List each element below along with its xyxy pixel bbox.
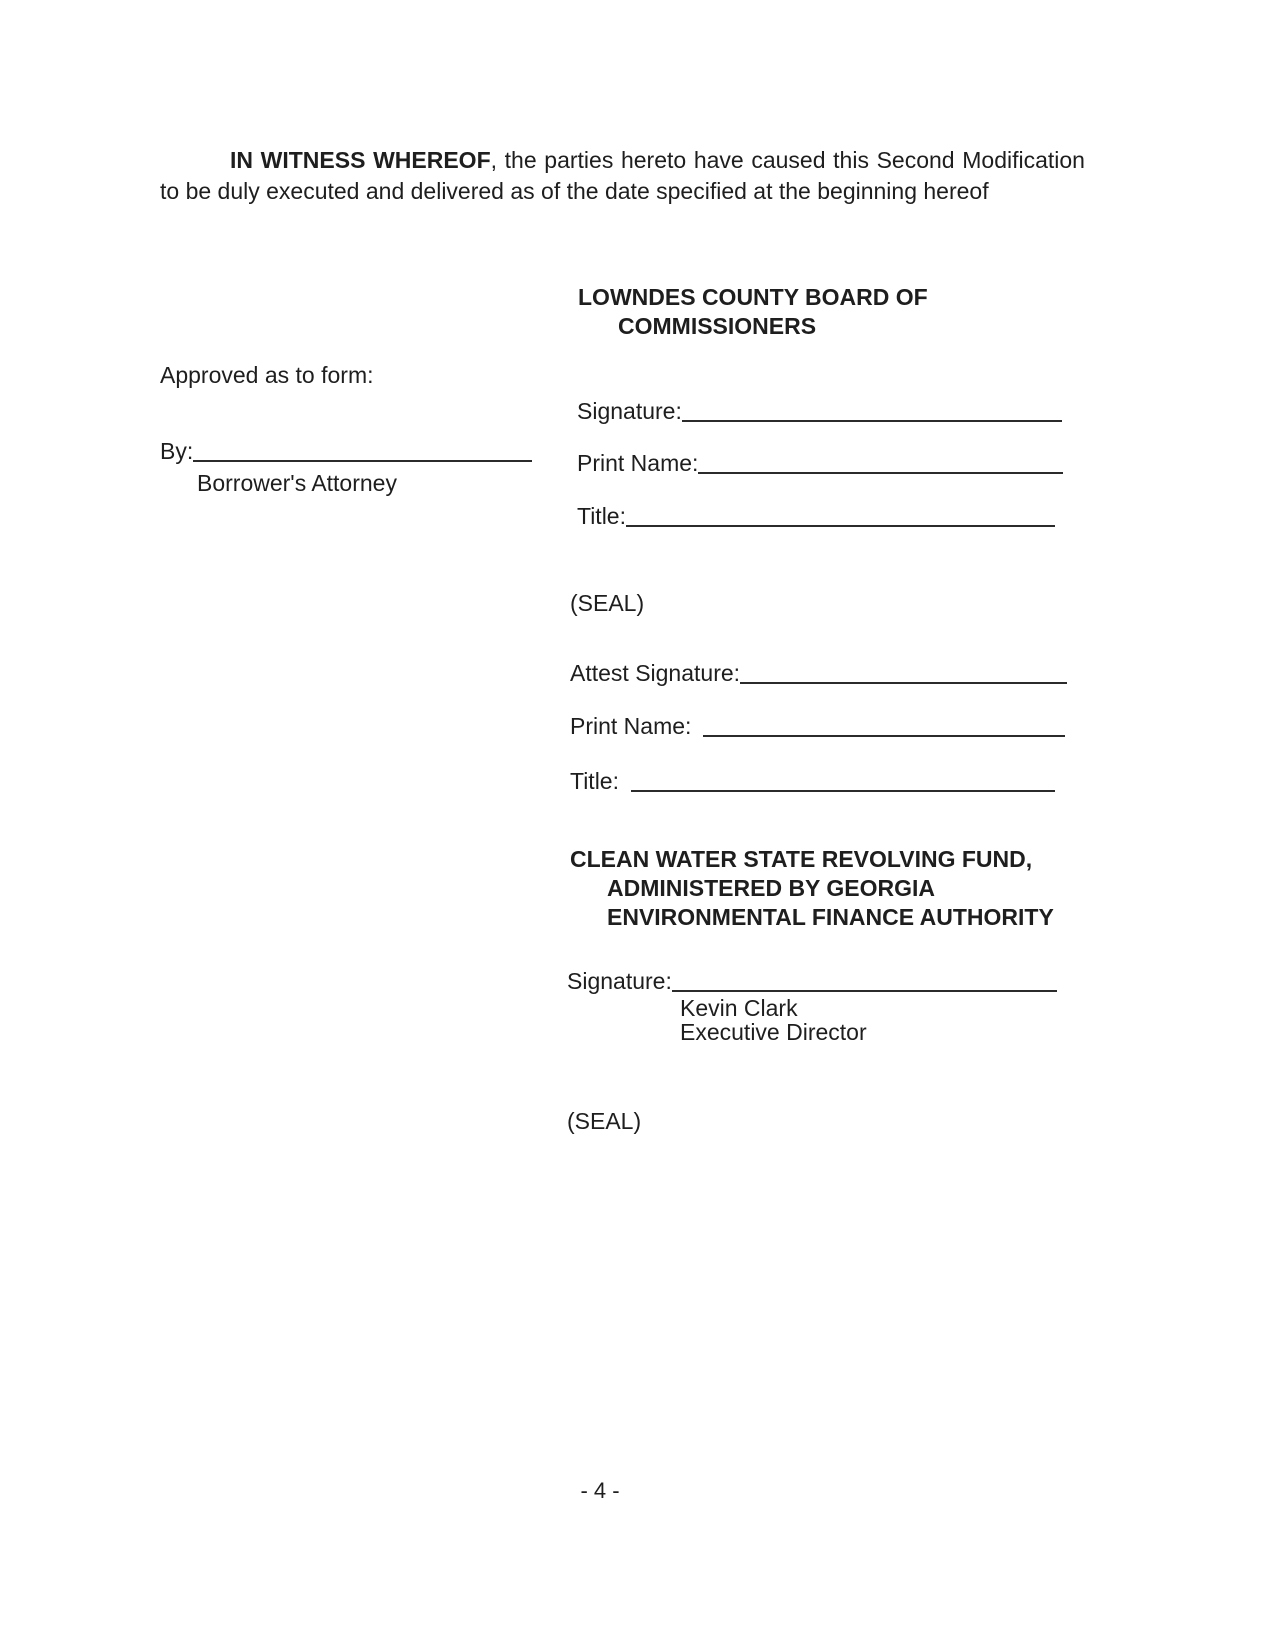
- signature-line: [682, 419, 1062, 422]
- approved-as-to-form-label: Approved as to form:: [160, 362, 374, 388]
- by-line: [193, 459, 532, 462]
- fund-heading-line3: ENVIRONMENTAL FINANCE AUTHORITY: [607, 904, 1054, 930]
- print-name-row: [577, 450, 1063, 477]
- gefa-signer-name: Kevin Clark: [680, 995, 798, 1021]
- attest-signature-line: [740, 681, 1067, 684]
- witness-paragraph-body: , the parties hereto have caused this Second Modification to be duly executed and delivered as of the date specified at the beginning hereof: [160, 147, 1085, 204]
- seal-text-gefa: (SEAL): [567, 1108, 642, 1134]
- by-row: [160, 438, 532, 465]
- board-heading-line2: COMMISSIONERS: [618, 313, 817, 339]
- page-number: - 4 -: [580, 1478, 620, 1503]
- board-heading: [578, 283, 928, 341]
- attest-signature-row: [570, 660, 1067, 687]
- print-name-line: [698, 471, 1063, 474]
- attest-title-row: [570, 768, 1055, 795]
- fund-heading: [570, 845, 1054, 932]
- gefa-signer-title: Executive Director: [680, 1019, 867, 1045]
- attest-title-line: [631, 789, 1055, 792]
- signature-row: [577, 398, 1062, 425]
- fund-heading-line2: ADMINISTERED BY GEORGIA: [607, 875, 935, 901]
- seal-text-board: (SEAL): [570, 590, 645, 616]
- print-name-label: Print Name:: [577, 450, 699, 476]
- witness-paragraph-lead: IN WITNESS WHEREOF: [230, 147, 491, 173]
- by-label: By:: [160, 438, 194, 464]
- signature-label: Signature:: [577, 398, 682, 424]
- fund-heading-line1: CLEAN WATER STATE REVOLVING FUND,: [570, 846, 1033, 872]
- attest-title-label: Title:: [570, 768, 619, 794]
- gefa-signature-line: [672, 989, 1057, 992]
- attest-print-name-line: [703, 734, 1065, 737]
- borrowers-attorney-label: Borrower's Attorney: [197, 470, 397, 496]
- title-row: [577, 503, 1055, 530]
- gefa-signature-label: Signature:: [567, 968, 672, 994]
- attest-print-name-label: Print Name:: [570, 713, 692, 739]
- board-heading-line1: LOWNDES COUNTY BOARD OF: [578, 284, 928, 310]
- title-label: Title:: [577, 503, 626, 529]
- attest-print-name-row: [570, 713, 1065, 740]
- title-line: [626, 524, 1055, 527]
- gefa-signature-row: [567, 968, 1057, 995]
- witness-paragraph: [160, 145, 1085, 207]
- attest-signature-label: Attest Signature:: [570, 660, 741, 686]
